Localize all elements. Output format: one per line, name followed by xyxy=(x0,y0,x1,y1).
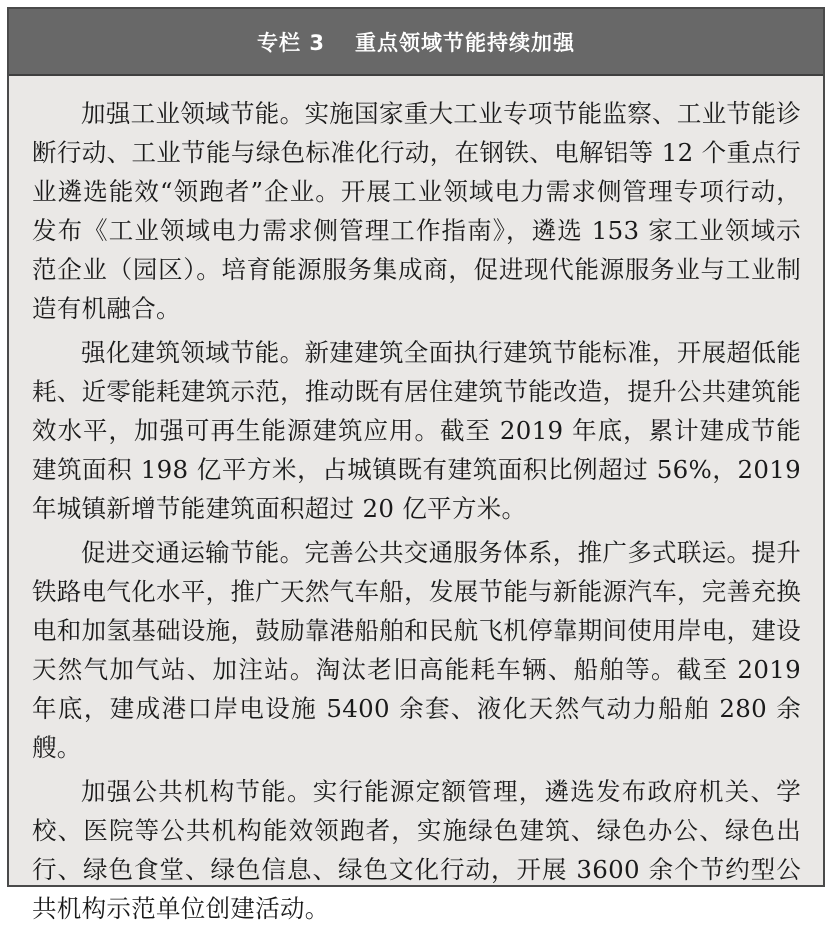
paragraph-buildings: 强化建筑领域节能。新建建筑全面执行建筑节能标准，开展超低能耗、近零能耗建筑示范，推动既有居住建筑节能改造，提升公共建筑能效水平，加强可再生能源建筑应用。截至 2019 年底，累计建成节能建筑面积 198 亿平方米，占城镇既有建筑面积比例超过 56%，2019 年城镇新增节能建筑面积超过 20 亿平方米。 xyxy=(32,338,801,523)
column-label: 专栏 3 xyxy=(257,30,325,55)
paragraph-transport: 促进交通运输节能。完善公共交通服务体系，推广多式联运。提升铁路电气化水平，推广天然气车船，发展节能与新能源汽车，完善充换电和加氢基础设施，鼓励靠港船舶和民航飞机停靠期间使用岸电，建设天然气加气站、加注站。淘汰老旧高能耗车辆、船舶等。截至 2019 年底，建成港口岸电设施 5400 余套、液化天然气动力船舶 280 余艘。 xyxy=(32,538,801,762)
column-body xyxy=(9,76,823,928)
column-box xyxy=(7,7,825,923)
paragraph-industry: 加强工业领域节能。实施国家重大工业专项节能监察、工业节能诊断行动、工业节能与绿色标准化行动，在钢铁、电解铝等 12 个重点行业遴选能效“领跑者”企业。开展工业领域电力需求侧管理专项行动，发布《工业领域电力需求侧管理工作指南》，遴选 153 家工业领域示范企业（园区）。培育能源服务集成商，促进现代能源服务业与工业制造有机融合。 xyxy=(32,99,801,323)
column-header xyxy=(9,9,823,76)
paragraph-public-institutions: 加强公共机构节能。实行能源定额管理，遴选发布政府机关、学校、医院等公共机构能效领跑者，实施绿色建筑、绿色办公、绿色出行、绿色食堂、绿色信息、绿色文化行动，开展 3600 余个节约型公共机构示范单位创建活动。 xyxy=(32,777,801,923)
column-title: 重点领域节能持续加强 xyxy=(354,30,575,55)
